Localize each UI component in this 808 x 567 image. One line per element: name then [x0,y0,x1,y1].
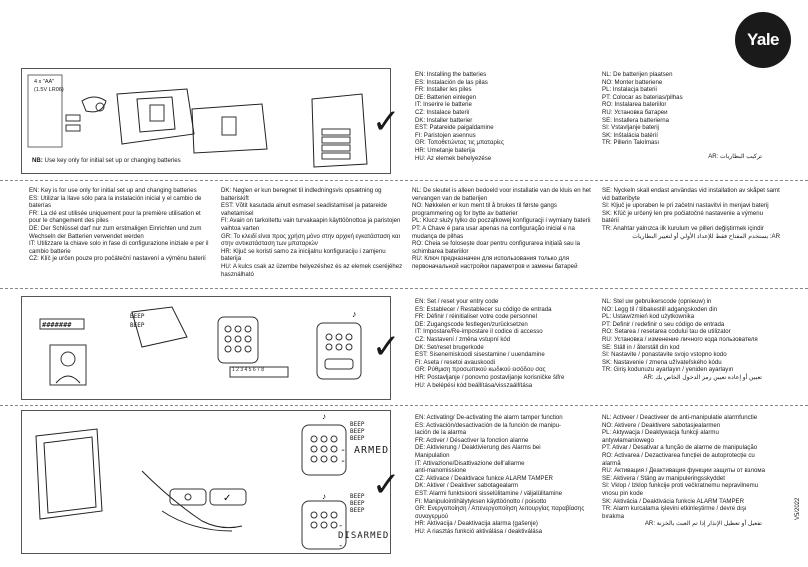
text-line: συναγερμού [415,512,449,520]
text-line: EN: Key is for use only for initial set up and changing batteries [29,187,197,194]
text-line: DE: Aktivierung / Deaktivierung des Alarms bei [415,444,541,452]
text-line: IT: Impostare/Re-impostare il codice di accesso [415,328,543,336]
text-line: TR: Giriş kodunuzu ayarlayın / yeniden ayarlayın [602,366,734,374]
text-line: NO: Aktivere / Deaktivere sabotasjealarmen [602,421,721,429]
text-line: Manipulation [415,451,450,459]
text-line: DE: Zugangscode festlegen/zurücksetzen [415,320,528,328]
text-line: TR: Alarm kurcalama işlevini etkinleştirme / devre dışı [602,505,747,513]
text-line: vnosu pin kode [602,489,643,497]
text-line: HR: Aktivacija / Deaktivacija alarma (gašenje) [415,520,538,528]
text-line: NO: Monter batteriene [602,78,663,86]
beep-label: BEEP [350,507,365,514]
text-line: PT: Colocar as baterias/pilhas [602,93,683,101]
text-line: DK: Aktiver / Deaktiver sabotagealarm [415,482,518,490]
text-line: IT: Attivazione/Disattivazione dell'allarme [415,459,525,467]
text-line: PL: Klucz służy tylko do początkowej konfiguracji i wymiany baterii [412,217,591,225]
text-line: NL: Activeer / Deactiveer de anti-manipulatie alarmfunctie [602,414,758,421]
text-line: FR: Activer / Désactiver la fonction alarme [415,436,529,444]
text-line: ES: Utilizar la llave sólo para la instalación inicial y el cambio de baterías [29,194,202,210]
safe-icon [192,104,267,153]
checkmark-icon: ✓ [372,327,401,367]
text-line: EN: Activating/ De-activating the alarm tamper function [415,414,563,421]
safe-icon [117,89,194,144]
keypad-icon [218,317,258,363]
keypad-icon [317,323,361,379]
text-line: GR: Το κλειδί είναι προς χρήση μόνο στην αρχική εγκατάσταση και στην αντικατάσταση των μπαταριών [221,232,400,248]
hand-icon [50,345,86,385]
text-line: FR: La clé est utilisée uniquement pour la première utilisation et pour le changement des piles [29,209,201,225]
text-line: SE: Nyckeln skall endast användas vid installation av skåpet samt vid batteribyte [602,187,780,202]
text-line: AR: يستخدم المفتاح فقط للإعداد الأولي أو لتغيير البطاريات [632,232,780,240]
section4-col1 [415,414,584,536]
text-line: GR: Τοποθετώντας τις μπαταρίες [415,139,504,147]
safe-icon [36,429,102,519]
text-line: RO: Cheia se folosește doar pentru configurarea inițială sau la schimbarea bateriilor [412,240,581,255]
text-line: FI: Paristojen asennus [415,131,476,139]
text-line: PL: Aktywacja / Deaktywacja funkcji alarmu [602,429,719,437]
entry-code-illustration [22,297,390,399]
armed-label: - ARMED - [340,445,390,467]
battery-icon [312,94,367,167]
text-line: RO: Setarea / resetarea codului tau de utilizator [602,328,731,336]
text-line: HR: Postavljanje / ponovno postavljanje korisničke šifre [415,373,565,381]
section4-col2 [602,414,765,528]
disarmed-label: - DISARMED - [338,521,390,551]
text-line: NO: Legg til / tilbakestill adgangskoden din [602,305,718,313]
text-line: FI: Avain on tarkoitettu vain turvakaapin käyttöönottoa ja paristojen vaihtoa varten [221,217,401,232]
nb-note: Use key only for initial set up or changing batteries [44,157,181,164]
text-line: NO: Nøkkelen er kun ment til å brukes til første gangs programmering og for bytte av batterier [412,202,557,217]
text-line: EST: Alarmi funktsiooni sisselülitamine / väljalülitamine [415,489,562,497]
text-line: SK: Aktivácia / Deaktivácia funkcie ALARM TAMPER [602,497,745,505]
text-line: SI: Ključ je uporaben le pri začetni nastavitvi in menjavi baterij [602,202,769,210]
illustration-panel-batteries [21,68,391,174]
text-line: FR: Installer les piles [415,86,472,94]
beep-label: BEEP [350,421,365,428]
text-line: ES: Establecer / Restablecer su código de entrada [415,305,552,313]
checkmark-icon: ✓ [372,465,401,505]
text-line: IT: Inserire le batterie [415,101,472,109]
text-line: CZ: Aktivace / Deaktivace funkce ALARM TAMPER [415,474,553,482]
checkmark-icon: ✓ [372,102,401,142]
text-line: SI: Vklop / Izklop funkcije proti večkratnemu nepravilnemu [602,482,759,490]
text-line: TR: Pillerin Takılması [602,139,660,147]
beep-label: BEEP [350,435,365,442]
text-line: GR: Ρύθμιση προσωπικού κωδικού εισόδου σας [415,366,546,374]
text-line: DE: Der Schlüssel darf nur zum erstmaligen Einrichten und zum Wechseln der Batterien verwendet werden [29,224,202,240]
alarm-illustration [22,411,390,553]
text-line: SK: Kľúč je určený len pre počiatočné nastavenie a výmenu batérií [602,209,763,225]
section1-col1 [415,71,504,162]
code-example: 1 2 3 4 5 6 7 8 [232,367,264,373]
text-line: PL: Instalacja baterii [602,86,657,94]
divider [0,180,808,181]
battery-type-label: (1.5V LR06) [34,86,64,93]
section2-col1 [29,187,214,263]
text-line: PL: Ustaw/zmień kod użytkownika [602,313,695,321]
beep-label: BEEP [130,322,145,329]
text-line: NL: De sleutel is alleen bedoeld voor installatie van de kluis en het vervangen van de batterijen [412,187,591,202]
text-line: HR: Ključ se koristi samo za inicijalnu konfiguraciju i zamjenu baterija [221,247,386,263]
text-line: DK: Set/reset brugerkode [415,343,484,351]
text-line: GR: Ενεργοποίηση / Απενεργοποίηση λειτουργίας παραβίασης [415,505,585,513]
text-line: alarmă [602,459,621,467]
divider [0,405,808,406]
beep-label: BEEP [350,428,365,435]
beep-label: BEEP [130,313,145,320]
text-line: SI: Nastavite / ponastavite svojo vstopno kodo [602,351,727,359]
text-line: lación de la alarma [415,429,467,437]
text-line: HU: A kulcs csak az üzembe helyezéshez és az elemek cseréjéhez használható [221,262,403,278]
svg-text:✓: ✓ [223,493,232,504]
section2-col2 [221,187,406,278]
divider [0,288,808,289]
text-line: EST: Sisenemiskoodi sisestamine / uuendamine [415,351,545,359]
text-line: IT: Utilizzare la chiave solo in fase di configurazione iniziale e per il cambio batterie [29,240,209,255]
text-line: anti-manomissione [415,467,467,475]
text-line: HU: A belépési kód beállítása/visszaállítása [415,381,533,389]
text-line: SE: Installera batterierna [602,116,670,124]
text-line: SK: Nastavenie / zmena užívateľského kódu [602,358,722,366]
text-line: RU: Установка / изменение личного кода пользователя [602,335,758,343]
safe-icon [40,307,187,347]
text-line: SI: Vstavljanje baterij [602,124,659,132]
text-line: NL: De batterijen plaatsen [602,71,673,78]
illustration-panel-entry-code [21,296,391,400]
text-line: DE: Batterien einlegen [415,93,476,101]
text-line: bırakma [602,512,625,520]
text-line: FR: Définir / réinitialiser votre code personnel [415,313,537,321]
text-line: ES: Instalación de las pilas [415,78,488,86]
battery-count-label: 4 x "AA" [34,79,55,85]
text-line: RO: Activarea / Dezactivarea funcției de autoprotecție cu [602,451,755,459]
text-line: RU: Установка батареи [602,108,668,116]
text-line: TR: Anahtar yalnızca ilk kurulum ve pilleri değiştirmek içindir [602,224,764,232]
text-line: RO: Instalarea bateriilor [602,101,667,109]
text-line: CZ: Nastavení / změna vstupní kód [415,335,511,343]
version-label: V5/2022 [795,497,801,520]
text-line: CZ: Instalace baterií [415,108,470,116]
beep-label: BEEP [350,500,365,507]
text-line: CZ: Klíč je určen pouze pro počáteční nastavení a výměnu baterií [29,255,206,263]
text-line: SK: Inštalácia batérií [602,131,658,139]
key-icon [82,97,106,112]
yale-logo: Yale [735,12,791,68]
speaker-icon: ♪ [322,492,326,501]
section2-col3 [412,187,597,271]
nb-prefix: NB: [32,157,43,164]
section3-col1 [415,298,564,389]
text-line: EN: Set / reset your entry code [415,298,499,305]
text-line: AR: تفعيل أو تعطيل الإنذار إذا تم العبث بالخزنة [644,520,762,528]
text-line: EST: Patareide paigaldamine [415,124,494,132]
text-line: DK: Installer batterier [415,116,473,124]
speaker-icon: ♪ [322,412,326,421]
section3-col2 [602,298,762,382]
text-line: antywłamaniowego [602,436,654,444]
text-line: NL: Stel uw gebruikerscode (opnieuw) in [602,298,712,305]
text-line: EST: Võtit kasutada ainult esmasel seadistamisel ja patareide vahetamisel [221,202,387,217]
text-line: AR: تركيب البطاريات [708,152,762,160]
text-line: AR: تعيين أو إعادة تعيين رمز الدخول الخاص بك [643,373,762,381]
text-line: RU: Ключ предназначен для использования только для первоначальной настройки параметров и замены батарей [412,255,578,270]
text-line: PT: Ativar / Desativar a função de alarme de manipulação [602,444,758,452]
text-line: RU: Активация / Деактивация функции защиты от взлома [602,467,765,475]
text-line: HR: Umetanje baterija [415,146,475,154]
text-line: SE: Ställ in / återställ din kod [602,343,680,351]
section2-col4 [602,187,780,240]
text-line: DK: Nøglen er kun beregnet til indledningsvis opsætning og batteriskift [221,187,382,202]
text-line: FI: Aseta / resetoi avauskoodi [415,358,495,366]
text-line: HU: A riasztás funkció aktiválása / deaktiválása [415,527,543,535]
text-line: EN: Installing the batteries [415,71,487,78]
beep-label: BEEP [350,493,365,500]
speaker-icon: ♪ [352,309,357,319]
illustration-panel-alarm [21,410,391,554]
svg-text:#######: ####### [42,321,72,329]
text-line: ES: Activación/desactivación de la función de manipu- [415,421,561,429]
text-line: PT: A Chave é para usar apenas na configuração inicial e na mudança de pilhas [412,224,575,240]
text-line: PT: Definir / redefinir o seu código de entrada [602,320,725,328]
text-line: HU: Az elemek behelyezése [415,154,492,162]
battery-icon [66,115,80,131]
text-line: FI: Manipulointihälytyksen käyttöönotto / poisotto [415,497,547,505]
section1-col2 [602,71,762,161]
text-line: SE: Aktivera / Stäng av manipuleringsskyddet [602,474,725,482]
